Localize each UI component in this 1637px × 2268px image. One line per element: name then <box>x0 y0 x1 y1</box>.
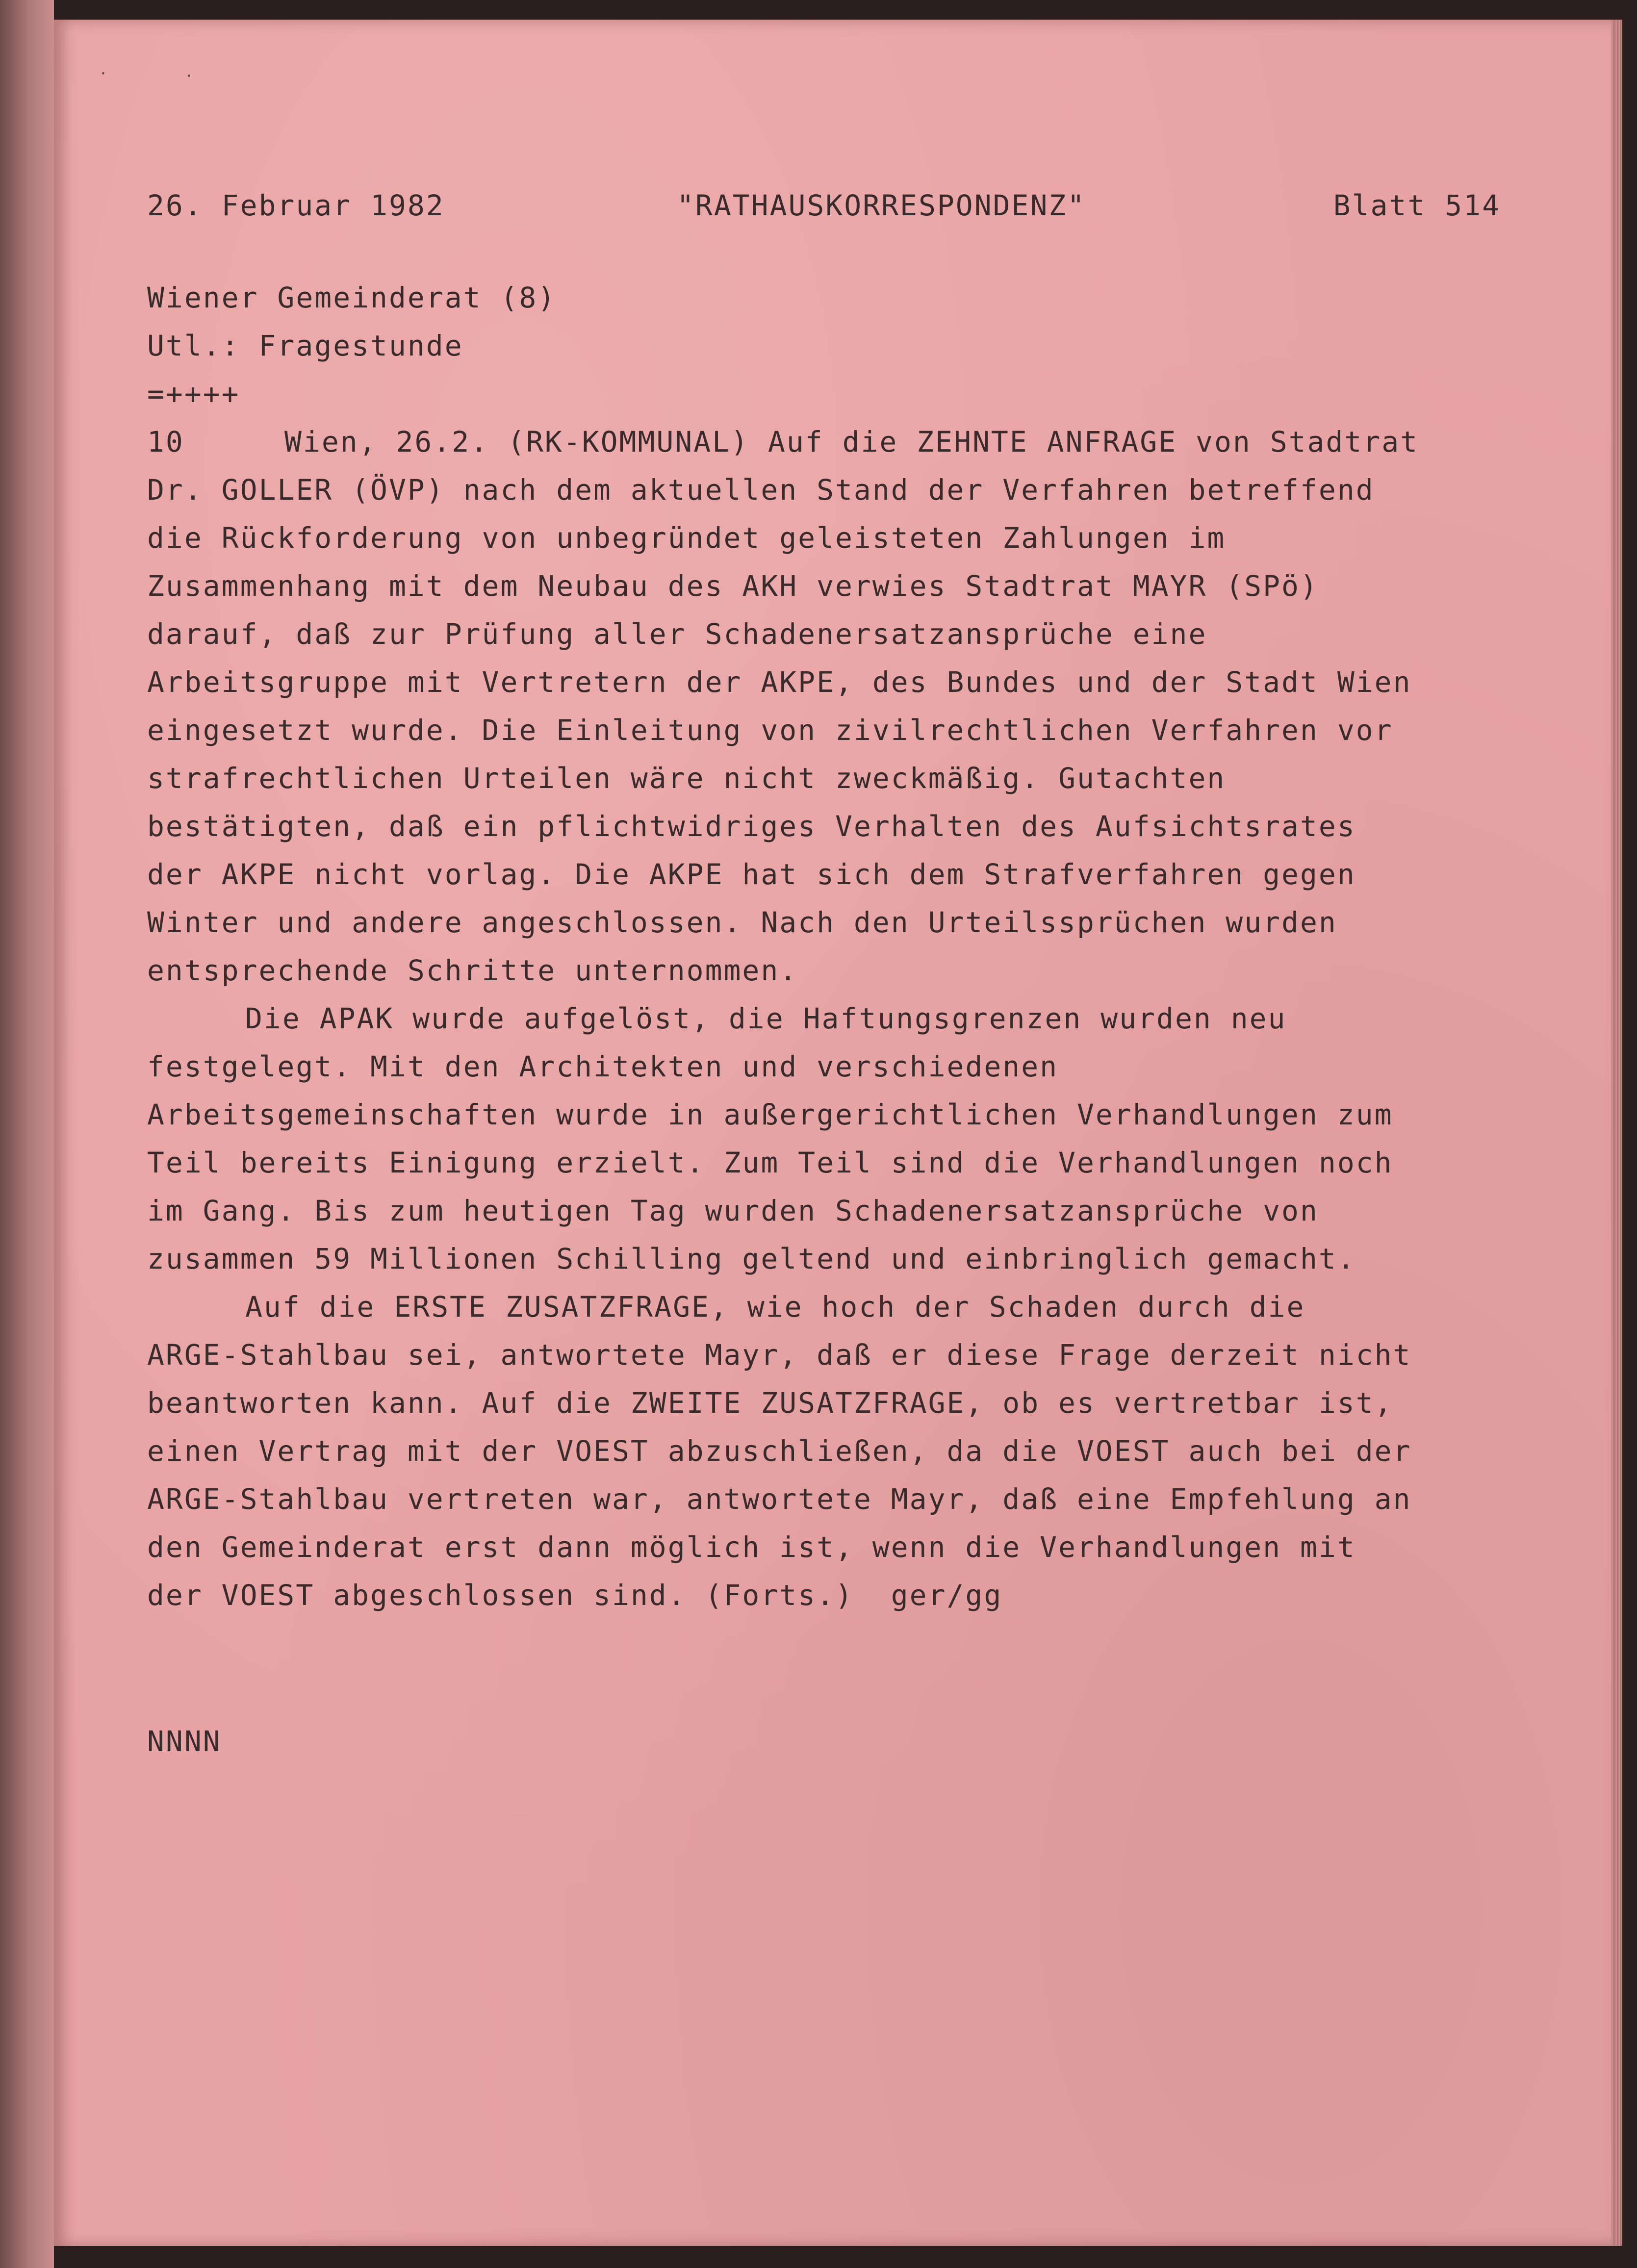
paragraph-line: Arbeitsgemeinschaften wurde in außergerichtlichen Verhandlungen zum <box>147 1098 1393 1131</box>
paragraph-line: die Rückforderung von unbegründet geleisteten Zahlungen im <box>147 521 1226 555</box>
paragraph-line: der AKPE nicht vorlag. Die AKPE hat sich dem Strafverfahren gegen <box>147 858 1356 891</box>
paragraph-line: festgelegt. Mit den Architekten und verschiedenen <box>147 1050 1059 1083</box>
paper-speck: · <box>186 66 192 86</box>
page-edge-stack <box>1611 20 1622 2246</box>
paragraph-line: strafrechtlichen Urteilen wäre nicht zweckmäßig. Gutachten <box>147 762 1226 795</box>
paragraph-line: Die APAK wurde aufgelöst, die Haftungsgrenzen wurden neu <box>245 1002 1287 1035</box>
paragraph-line: Auf die ERSTE ZUSATZFRAGE, wie hoch der Schaden durch die <box>245 1290 1305 1324</box>
paragraph-line: Zusammenhang mit dem Neubau des AKH verwies Stadtrat MAYR (SPö) <box>147 569 1319 603</box>
paragraph-line: beantworten kann. Auf die ZWEITE ZUSATZFRAGE, ob es vertretbar ist, <box>147 1386 1393 1420</box>
paragraph-line: Winter und andere angeschlossen. Nach den Urteilssprüchen wurden <box>147 906 1337 939</box>
book-spine-shadow <box>0 0 54 2268</box>
paragraph-line: ARGE-Stahlbau vertreten war, antwortete Mayr, daß eine Empfehlung an <box>147 1482 1412 1516</box>
item-number: 10 <box>147 425 184 459</box>
paragraph-line: ARGE-Stahlbau sei, antwortete Mayr, daß er diese Frage derzeit nicht <box>147 1338 1412 1372</box>
header-publication-title: "RATHAUSKORRESPONDENZ" <box>677 189 1086 222</box>
header-sheet-number: Blatt 514 <box>1333 189 1501 222</box>
end-mark: NNNN <box>147 1725 222 1758</box>
header-date: 26. Februar 1982 <box>147 189 445 222</box>
paragraph-line: Arbeitsgruppe mit Vertretern der AKPE, des Bundes und der Stadt Wien <box>147 665 1412 699</box>
paper-speck: · <box>101 64 106 83</box>
heading-subtitle: Utl.: Fragestunde <box>147 329 463 362</box>
paragraph-line: darauf, daß zur Prüfung aller Schadenersatzansprüche eine <box>147 617 1207 651</box>
paragraph-line: der VOEST abgeschlossen sind. (Forts.) ger/gg <box>147 1579 1003 1612</box>
typed-text-block <box>147 181 1501 1765</box>
paragraph-line: den Gemeinderat erst dann möglich ist, wenn die Verhandlungen mit <box>147 1530 1356 1564</box>
paragraph-line: im Gang. Bis zum heutigen Tag wurden Schadenersatzansprüche von <box>147 1194 1319 1227</box>
paragraph-line: eingesetzt wurde. Die Einleitung von zivilrechtlichen Verfahren vor <box>147 714 1393 747</box>
paragraph-line: bestätigten, daß ein pflichtwidriges Verhalten des Aufsichtsrates <box>147 810 1356 843</box>
paragraph-line: entsprechende Schritte unternommen. <box>147 954 798 987</box>
paragraph-line: zusammen 59 Millionen Schilling geltend und einbringlich gemacht. <box>147 1242 1356 1275</box>
heading-title: Wiener Gemeinderat (8) <box>147 281 557 314</box>
spacer <box>147 229 1501 274</box>
paragraph-first-line <box>147 418 1501 466</box>
spacer <box>147 1619 1501 1717</box>
paragraph-line: Teil bereits Einigung erzielt. Zum Teil sind die Verhandlungen noch <box>147 1146 1393 1179</box>
paragraph-line: Dr. GOLLER (ÖVP) nach dem aktuellen Stand der Verfahren betreffend <box>147 473 1375 507</box>
paragraph-line: einen Vertrag mit der VOEST abzuschließen, da die VOEST auch bei der <box>147 1434 1412 1468</box>
page-header <box>147 181 1501 229</box>
paragraph-line: Wien, 26.2. (RK-KOMMUNAL) Auf die ZEHNTE ANFRAGE von Stadtrat <box>284 425 1419 459</box>
heading-separator: =++++ <box>147 377 240 410</box>
